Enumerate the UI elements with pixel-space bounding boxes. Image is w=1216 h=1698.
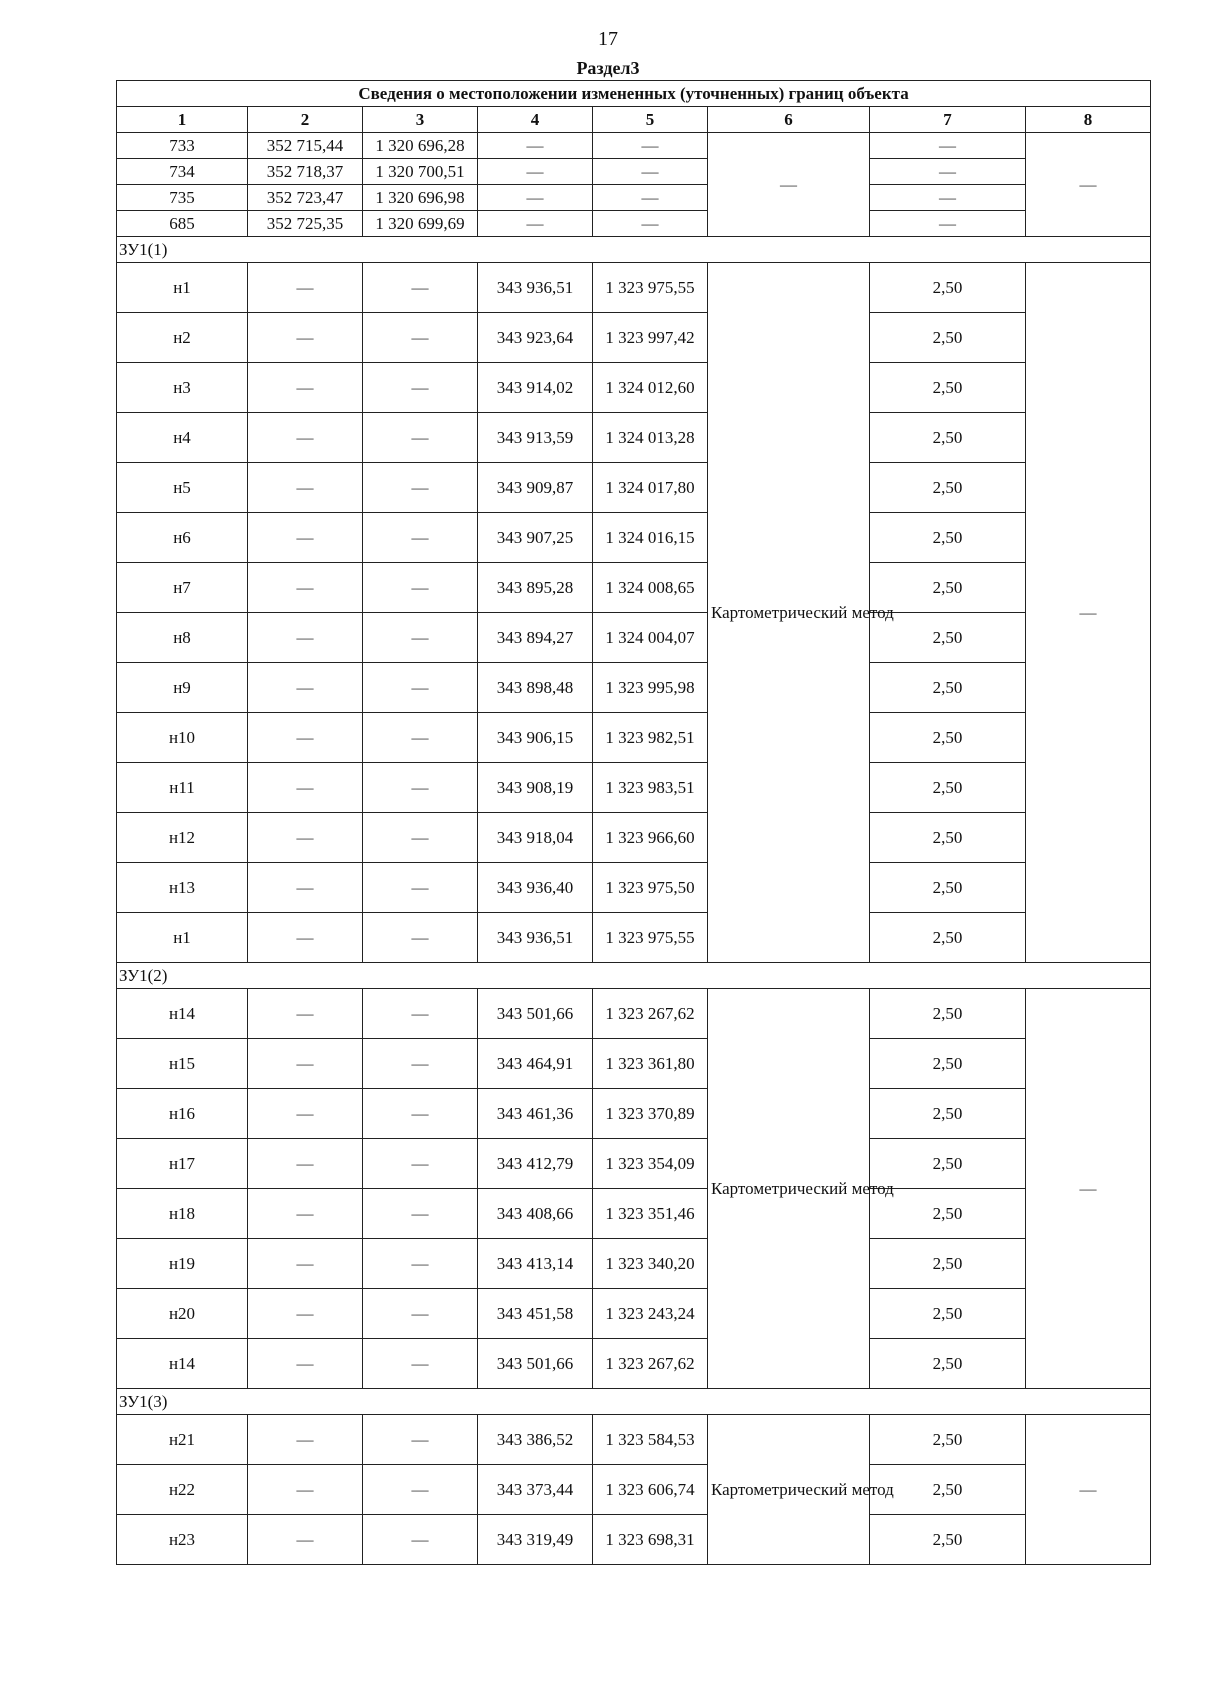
new-x-cell: 343 895,28 [478, 563, 593, 613]
y-coordinate-cell: — [363, 563, 478, 613]
column-header: 5 [593, 107, 708, 133]
new-y-cell: 1 323 975,55 [593, 263, 708, 313]
new-y-cell: 1 324 008,65 [593, 563, 708, 613]
column-header: 4 [478, 107, 593, 133]
new-x-cell: 343 408,66 [478, 1189, 593, 1239]
accuracy-cell: 2,50 [870, 1339, 1026, 1389]
x-coordinate-cell: — [248, 663, 363, 713]
point-id-cell: н18 [117, 1189, 248, 1239]
group-title: ЗУ1(1) [117, 237, 1151, 263]
accuracy-cell: 2,50 [870, 813, 1026, 863]
table-row [117, 763, 1151, 813]
table-row [117, 1339, 1151, 1389]
x-coordinate-cell: 352 715,44 [248, 133, 363, 159]
new-y-cell: 1 323 267,62 [593, 1339, 708, 1389]
table-row [117, 813, 1151, 863]
page-number: 17 [598, 28, 618, 50]
point-id-cell: н5 [117, 463, 248, 513]
point-id-cell: н19 [117, 1239, 248, 1289]
point-id-cell: н7 [117, 563, 248, 613]
y-coordinate-cell: — [363, 1465, 478, 1515]
point-id-cell: 735 [117, 185, 248, 211]
new-x-cell: 343 412,79 [478, 1139, 593, 1189]
table-row [117, 989, 1151, 1039]
new-y-cell: — [593, 159, 708, 185]
new-x-cell: 343 413,14 [478, 1239, 593, 1289]
table-row [117, 413, 1151, 463]
x-coordinate-cell: — [248, 463, 363, 513]
point-id-cell: н1 [117, 913, 248, 963]
new-y-cell: 1 323 606,74 [593, 1465, 708, 1515]
table-row [117, 1189, 1151, 1239]
point-id-cell: 685 [117, 211, 248, 237]
y-coordinate-cell: 1 320 696,98 [363, 185, 478, 211]
y-coordinate-cell: — [363, 1089, 478, 1139]
new-x-cell: — [478, 211, 593, 237]
new-x-cell: 343 914,02 [478, 363, 593, 413]
y-coordinate-cell: — [363, 1289, 478, 1339]
y-coordinate-cell: — [363, 713, 478, 763]
x-coordinate-cell: — [248, 1089, 363, 1139]
new-x-cell: 343 906,15 [478, 713, 593, 763]
new-x-cell: 343 936,40 [478, 863, 593, 913]
new-x-cell: 343 923,64 [478, 313, 593, 363]
table-row [117, 613, 1151, 663]
table-row [117, 1465, 1151, 1515]
new-y-cell: 1 323 983,51 [593, 763, 708, 813]
column-header: 6 [708, 107, 870, 133]
y-coordinate-cell: — [363, 1339, 478, 1389]
y-coordinate-cell: — [363, 813, 478, 863]
point-id-cell: н16 [117, 1089, 248, 1139]
new-y-cell: 1 323 982,51 [593, 713, 708, 763]
point-id-cell: н1 [117, 263, 248, 313]
new-y-cell: 1 324 013,28 [593, 413, 708, 463]
accuracy-cell: — [870, 133, 1026, 159]
point-id-cell: н22 [117, 1465, 248, 1515]
x-coordinate-cell: — [248, 1465, 363, 1515]
x-coordinate-cell: — [248, 513, 363, 563]
accuracy-cell: — [870, 185, 1026, 211]
new-x-cell: 343 461,36 [478, 1089, 593, 1139]
point-id-cell: н11 [117, 763, 248, 813]
table-row [117, 1139, 1151, 1189]
column-header: 8 [1026, 107, 1151, 133]
y-coordinate-cell: — [363, 463, 478, 513]
new-y-cell: 1 323 267,62 [593, 989, 708, 1039]
new-x-cell: 343 319,49 [478, 1515, 593, 1565]
new-x-cell: 343 373,44 [478, 1465, 593, 1515]
new-y-cell: 1 323 354,09 [593, 1139, 708, 1189]
accuracy-cell: 2,50 [870, 613, 1026, 663]
y-coordinate-cell: — [363, 613, 478, 663]
description-cell: — [1026, 133, 1151, 237]
table-row [117, 313, 1151, 363]
table-row [117, 563, 1151, 613]
table-row [117, 1039, 1151, 1089]
point-id-cell: н4 [117, 413, 248, 463]
new-x-cell: 343 918,04 [478, 813, 593, 863]
y-coordinate-cell: — [363, 413, 478, 463]
new-x-cell: 343 909,87 [478, 463, 593, 513]
accuracy-cell: 2,50 [870, 1465, 1026, 1515]
accuracy-cell: 2,50 [870, 513, 1026, 563]
new-x-cell: — [478, 185, 593, 211]
table-row [117, 1089, 1151, 1139]
point-id-cell: н13 [117, 863, 248, 913]
column-header: 7 [870, 107, 1026, 133]
point-id-cell: н6 [117, 513, 248, 563]
group-title-row [117, 1389, 1151, 1415]
x-coordinate-cell: — [248, 989, 363, 1039]
x-coordinate-cell: — [248, 563, 363, 613]
table-row [117, 463, 1151, 513]
y-coordinate-cell: 1 320 700,51 [363, 159, 478, 185]
table-row [117, 1239, 1151, 1289]
new-y-cell: 1 324 012,60 [593, 363, 708, 413]
point-id-cell: н2 [117, 313, 248, 363]
y-coordinate-cell: — [363, 1139, 478, 1189]
new-x-cell: 343 913,59 [478, 413, 593, 463]
group-title: ЗУ1(2) [117, 963, 1151, 989]
method-cell: — [708, 133, 870, 237]
new-y-cell: — [593, 133, 708, 159]
accuracy-cell: — [870, 211, 1026, 237]
y-coordinate-cell: — [363, 513, 478, 563]
x-coordinate-cell: — [248, 1289, 363, 1339]
point-id-cell: н10 [117, 713, 248, 763]
x-coordinate-cell: — [248, 263, 363, 313]
new-x-cell: 343 501,66 [478, 989, 593, 1039]
accuracy-cell: 2,50 [870, 713, 1026, 763]
point-id-cell: н14 [117, 989, 248, 1039]
point-id-cell: н17 [117, 1139, 248, 1189]
accuracy-cell: 2,50 [870, 1289, 1026, 1339]
column-header: 3 [363, 107, 478, 133]
coordinates-table [116, 80, 1151, 1565]
new-y-cell: 1 323 997,42 [593, 313, 708, 363]
point-id-cell: н8 [117, 613, 248, 663]
accuracy-cell: 2,50 [870, 263, 1026, 313]
y-coordinate-cell: — [363, 313, 478, 363]
group-title-row [117, 237, 1151, 263]
table-header-row [117, 107, 1151, 133]
new-x-cell: 343 894,27 [478, 613, 593, 663]
y-coordinate-cell: — [363, 263, 478, 313]
description-cell: — [1026, 263, 1151, 963]
point-id-cell: н9 [117, 663, 248, 713]
table-row [117, 159, 1151, 185]
y-coordinate-cell: 1 320 696,28 [363, 133, 478, 159]
x-coordinate-cell: — [248, 863, 363, 913]
accuracy-cell: 2,50 [870, 413, 1026, 463]
accuracy-cell: 2,50 [870, 1139, 1026, 1189]
y-coordinate-cell: — [363, 1415, 478, 1465]
column-header: 1 [117, 107, 248, 133]
point-id-cell: н21 [117, 1415, 248, 1465]
accuracy-cell: 2,50 [870, 1415, 1026, 1465]
new-y-cell: 1 323 584,53 [593, 1415, 708, 1465]
table-row [117, 1415, 1151, 1465]
new-x-cell: 343 936,51 [478, 913, 593, 963]
new-y-cell: 1 323 340,20 [593, 1239, 708, 1289]
new-y-cell: 1 323 698,31 [593, 1515, 708, 1565]
new-y-cell: 1 323 995,98 [593, 663, 708, 713]
new-x-cell: 343 451,58 [478, 1289, 593, 1339]
accuracy-cell: 2,50 [870, 1239, 1026, 1289]
accuracy-cell: 2,50 [870, 763, 1026, 813]
new-y-cell: 1 324 016,15 [593, 513, 708, 563]
new-x-cell: — [478, 133, 593, 159]
accuracy-cell: 2,50 [870, 463, 1026, 513]
table-row [117, 1289, 1151, 1339]
accuracy-cell: — [870, 159, 1026, 185]
new-y-cell: 1 323 361,80 [593, 1039, 708, 1089]
y-coordinate-cell: 1 320 699,69 [363, 211, 478, 237]
x-coordinate-cell: — [248, 1339, 363, 1389]
y-coordinate-cell: — [363, 663, 478, 713]
x-coordinate-cell: — [248, 1139, 363, 1189]
point-id-cell: н20 [117, 1289, 248, 1339]
new-y-cell: 1 323 370,89 [593, 1089, 708, 1139]
accuracy-cell: 2,50 [870, 363, 1026, 413]
method-cell: Картометрический метод [708, 263, 870, 963]
x-coordinate-cell: — [248, 313, 363, 363]
new-x-cell: 343 898,48 [478, 663, 593, 713]
x-coordinate-cell: — [248, 613, 363, 663]
y-coordinate-cell: — [363, 763, 478, 813]
table-row [117, 1515, 1151, 1565]
table-row [117, 363, 1151, 413]
x-coordinate-cell: 352 725,35 [248, 211, 363, 237]
x-coordinate-cell: — [248, 1415, 363, 1465]
y-coordinate-cell: — [363, 863, 478, 913]
table-row [117, 185, 1151, 211]
method-cell: Картометрический метод [708, 1415, 870, 1565]
new-x-cell: 343 907,25 [478, 513, 593, 563]
y-coordinate-cell: — [363, 1039, 478, 1089]
accuracy-cell: 2,50 [870, 989, 1026, 1039]
accuracy-cell: 2,50 [870, 1089, 1026, 1139]
new-x-cell: 343 386,52 [478, 1415, 593, 1465]
x-coordinate-cell: — [248, 763, 363, 813]
new-x-cell: — [478, 159, 593, 185]
point-id-cell: н3 [117, 363, 248, 413]
accuracy-cell: 2,50 [870, 1515, 1026, 1565]
x-coordinate-cell: — [248, 363, 363, 413]
y-coordinate-cell: — [363, 1189, 478, 1239]
y-coordinate-cell: — [363, 1239, 478, 1289]
column-header: 2 [248, 107, 363, 133]
method-cell: Картометрический метод [708, 989, 870, 1389]
accuracy-cell: 2,50 [870, 863, 1026, 913]
x-coordinate-cell: — [248, 813, 363, 863]
section-title: Раздел3 [576, 58, 640, 78]
x-coordinate-cell: — [248, 1239, 363, 1289]
new-y-cell: 1 323 243,24 [593, 1289, 708, 1339]
new-x-cell: 343 908,19 [478, 763, 593, 813]
x-coordinate-cell: — [248, 1515, 363, 1565]
table-caption-row [117, 81, 1151, 107]
new-y-cell: — [593, 185, 708, 211]
new-x-cell: 343 936,51 [478, 263, 593, 313]
accuracy-cell: 2,50 [870, 663, 1026, 713]
point-id-cell: 733 [117, 133, 248, 159]
new-x-cell: 343 501,66 [478, 1339, 593, 1389]
table-row [117, 913, 1151, 963]
x-coordinate-cell: 352 718,37 [248, 159, 363, 185]
table-row [117, 863, 1151, 913]
y-coordinate-cell: — [363, 989, 478, 1039]
group-title: ЗУ1(3) [117, 1389, 1151, 1415]
y-coordinate-cell: — [363, 363, 478, 413]
new-y-cell: 1 323 966,60 [593, 813, 708, 863]
new-y-cell: — [593, 211, 708, 237]
table-row [117, 133, 1151, 159]
new-y-cell: 1 323 351,46 [593, 1189, 708, 1239]
point-id-cell: н23 [117, 1515, 248, 1565]
accuracy-cell: 2,50 [870, 1189, 1026, 1239]
accuracy-cell: 2,50 [870, 313, 1026, 363]
y-coordinate-cell: — [363, 1515, 478, 1565]
description-cell: — [1026, 989, 1151, 1389]
x-coordinate-cell: — [248, 713, 363, 763]
table-row [117, 713, 1151, 763]
new-y-cell: 1 324 017,80 [593, 463, 708, 513]
y-coordinate-cell: — [363, 913, 478, 963]
new-y-cell: 1 323 975,55 [593, 913, 708, 963]
x-coordinate-cell: — [248, 1189, 363, 1239]
table-row [117, 663, 1151, 713]
x-coordinate-cell: 352 723,47 [248, 185, 363, 211]
group-title-row [117, 963, 1151, 989]
table-row [117, 513, 1151, 563]
accuracy-cell: 2,50 [870, 563, 1026, 613]
accuracy-cell: 2,50 [870, 913, 1026, 963]
table-row [117, 211, 1151, 237]
table-caption: Сведения о местоположении измененных (уточненных) границ объекта [117, 81, 1151, 107]
new-x-cell: 343 464,91 [478, 1039, 593, 1089]
new-y-cell: 1 324 004,07 [593, 613, 708, 663]
point-id-cell: н14 [117, 1339, 248, 1389]
table-body [117, 133, 1151, 1565]
x-coordinate-cell: — [248, 1039, 363, 1089]
x-coordinate-cell: — [248, 413, 363, 463]
table-row [117, 263, 1151, 313]
point-id-cell: 734 [117, 159, 248, 185]
new-y-cell: 1 323 975,50 [593, 863, 708, 913]
accuracy-cell: 2,50 [870, 1039, 1026, 1089]
description-cell: — [1026, 1415, 1151, 1565]
point-id-cell: н15 [117, 1039, 248, 1089]
point-id-cell: н12 [117, 813, 248, 863]
x-coordinate-cell: — [248, 913, 363, 963]
